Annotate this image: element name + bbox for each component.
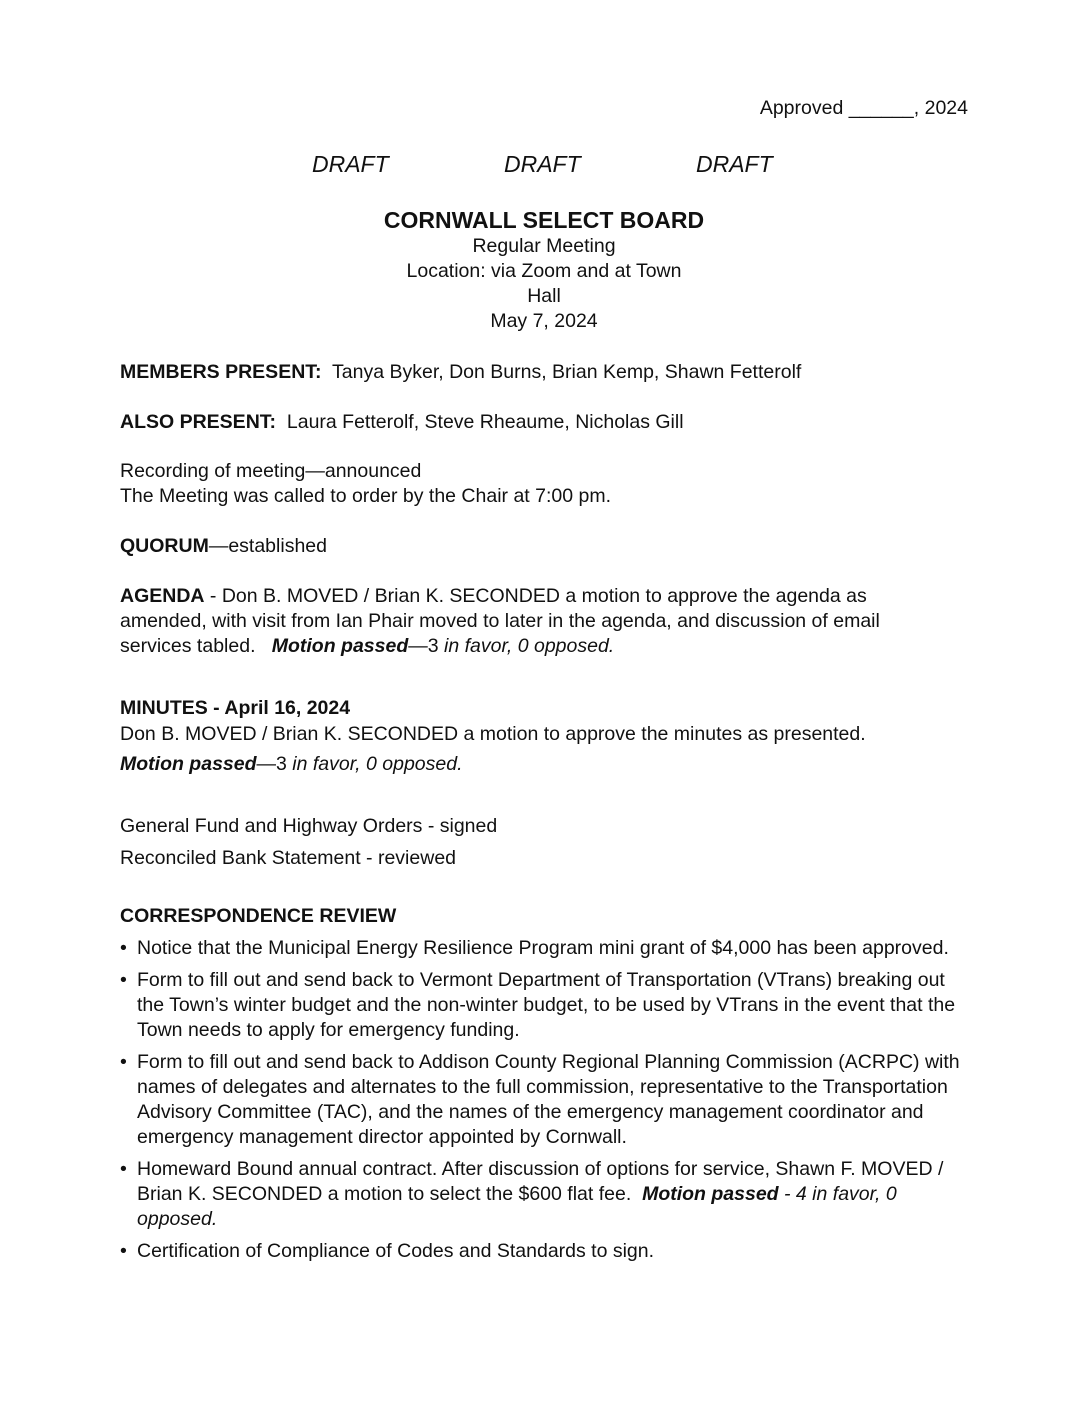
call-to-order [120, 459, 970, 509]
list-item [120, 1050, 970, 1150]
recording-note: Recording of meeting—announced [120, 460, 422, 482]
quorum-status: —established [208, 535, 327, 557]
also-present-names: Laura Fetterolf, Steve Rheaume, Nicholas Gill [286, 411, 684, 433]
minutes-vote [120, 752, 970, 777]
meeting-location-line: Location: via Zoom and at Town [406, 260, 682, 282]
quorum [120, 534, 970, 559]
list-item-text: Notice that the Municipal Energy Resilience Program mini grant of $4,000 has been approved. [137, 937, 949, 959]
list-item [120, 936, 970, 961]
also-present [120, 410, 970, 435]
vote-result: in favor, 0 opposed. [292, 753, 463, 775]
bullet: • [120, 969, 127, 991]
orders-line: General Fund and Highway Orders - signed [120, 815, 498, 837]
agenda-label: AGENDA [120, 585, 205, 607]
bank-statement-line: Reconciled Bank Statement - reviewed [120, 847, 457, 869]
meeting-date: May 7, 2024 [490, 310, 598, 332]
list-item [120, 1239, 970, 1264]
correspondence-heading: CORRESPONDENCE REVIEW [120, 905, 397, 927]
draft-label: DRAFT [504, 151, 581, 177]
bullet: • [120, 1240, 127, 1262]
bullet: • [120, 937, 127, 959]
correspondence-section [120, 904, 970, 1271]
agenda-text: - Don B. MOVED / Brian K. SECONDED a motion to approve the agenda as amended, with visit from Ian Phair moved to later in the agenda, and discussion of email services tabled. [120, 585, 886, 657]
bullet: • [120, 1158, 127, 1180]
list-item-text: Form to fill out and send back to Addison County Regional Planning Commission (ACRPC) with names of delegates and alternates to the full commission, representative to the Transportation Advisory Committee (TAC), and the names of the emergency management coordinator and emergency management director appointed by Cornwall. [137, 1051, 960, 1148]
minutes-heading: MINUTES - April 16, 2024 [120, 697, 351, 719]
motion-passed: Motion passed [120, 753, 257, 775]
document-header [0, 206, 1088, 334]
also-present-label: ALSO PRESENT: [120, 411, 277, 433]
vote-result: - 4 in favor, 0 opposed. [137, 1183, 897, 1230]
list-item-text: Certification of Compliance of Codes and Standards to sign. [137, 1240, 655, 1262]
list-item [120, 1157, 970, 1232]
bullet: • [120, 1051, 127, 1073]
approved-line: Approved ______, 2024 [759, 97, 968, 119]
meeting-location [384, 259, 704, 309]
minutes-section [120, 696, 970, 777]
vote-result: in favor, 0 opposed. [444, 635, 615, 657]
called-to-order-note: The Meeting was called to order by the Chair at 7:00 pm. [120, 485, 612, 507]
meeting-location-line: Hall [527, 285, 561, 307]
correspondence-list [120, 936, 970, 1264]
draft-label: DRAFT [312, 151, 389, 177]
vote-dash: —3 [408, 635, 445, 657]
members-present-label: MEMBERS PRESENT: [120, 361, 322, 383]
meeting-type: Regular Meeting [472, 235, 616, 257]
vote-dash: —3 [256, 753, 293, 775]
list-item [120, 968, 970, 1043]
organization-title: CORNWALL SELECT BOARD [383, 207, 705, 233]
members-present [120, 360, 970, 385]
agenda-section [120, 584, 950, 659]
quorum-label: QUORUM [120, 535, 209, 557]
motion-passed: Motion passed [271, 635, 409, 657]
motion-passed: Motion passed [642, 1183, 779, 1205]
list-item-text: Homeward Bound annual contract. After discussion of options for service, Shawn F. MOVED / Brian K. SECONDED a motion to select the $600 flat fee. [137, 1158, 949, 1205]
members-present-names: Tanya Byker, Don Burns, Brian Kemp, Shawn Fetterolf [332, 361, 802, 383]
draft-label: DRAFT [696, 151, 773, 177]
minutes-text: Don B. MOVED / Brian K. SECONDED a motion to approve the minutes as presented. [120, 723, 866, 745]
list-item-text: Form to fill out and send back to Vermont Department of Transportation (VTrans) breaking out the Town’s winter budget and the non-winter budget, to be used by VTrans in the event that the Town needs to apply for emergency funding. [137, 969, 956, 1041]
